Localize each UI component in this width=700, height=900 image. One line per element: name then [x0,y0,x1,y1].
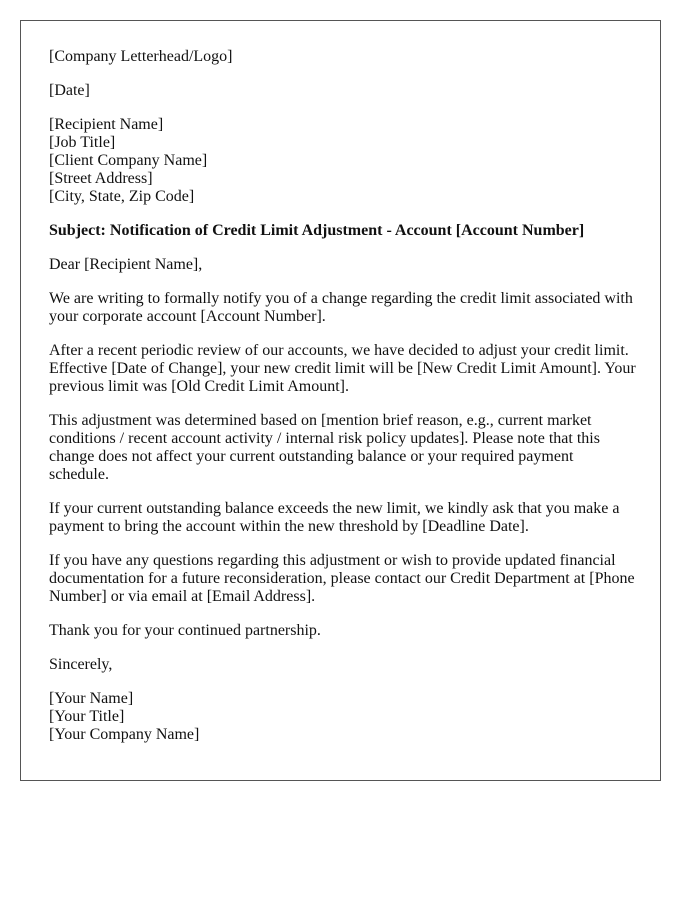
signature-company: [Your Company Name] [49,726,200,743]
recipient-city: [City, State, Zip Code] [49,188,195,205]
signature-block [49,690,636,744]
body-paragraph: If your current outstanding balance exceeds the new limit, we kindly ask that you make a payment to bring the account within the new threshold by [Deadline Date]. [49,500,620,535]
recipient-title: [Job Title] [49,134,116,151]
closing: Sincerely, [49,656,113,673]
body-paragraph: This adjustment was determined based on [mention brief reason, e.g., current market conditions / recent account activity / internal risk policy updates]. Please note that this change does not affect your current outstanding balance or your required payment schedule. [49,412,600,483]
body-paragraph: If you have any questions regarding this adjustment or wish to provide updated financial documentation for a future reconsideration, please contact our Credit Department at [Phone Number] or via email at [Email Address]. [49,552,635,605]
body-paragraph: We are writing to formally notify you of a change regarding the credit limit associated with your corporate account [Account Number]. [49,290,633,325]
signature-title: [Your Title] [49,708,125,725]
salutation: Dear [Recipient Name], [49,256,203,273]
recipient-street: [Street Address] [49,170,153,187]
recipient-block [49,116,636,206]
recipient-company: [Client Company Name] [49,152,208,169]
date: [Date] [49,82,90,99]
signature-name: [Your Name] [49,690,134,707]
body-paragraph: After a recent periodic review of our accounts, we have decided to adjust your credit limit. Effective [Date of Change], your new credit limit will be [New Credit Limit Amount]. Your previous limit was [Old Credit Limit Amount]. [49,342,636,395]
letterhead: [Company Letterhead/Logo] [49,48,233,65]
subject-line: Subject: Notification of Credit Limit Adjustment - Account [Account Number] [49,222,585,239]
body-paragraph: Thank you for your continued partnership. [49,622,321,639]
letter [20,20,661,781]
recipient-name: [Recipient Name] [49,116,164,133]
